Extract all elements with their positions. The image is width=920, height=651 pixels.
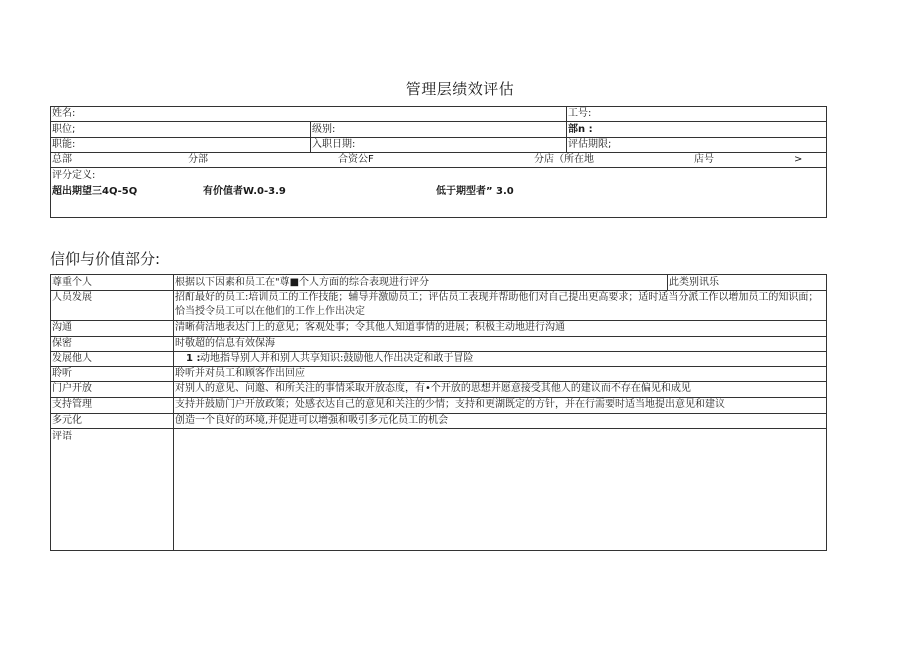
values-col-divider <box>667 274 668 290</box>
row-item: 人员发展 <box>52 292 92 303</box>
employee-no-field[interactable]: 工号: <box>568 108 592 119</box>
row-description: 动地指导别人并和别人共享知识:鼓励他人作出决定和敢于冒险 <box>200 353 474 364</box>
row-description: 支持并鼓励门户开放政策；处感衣达自己的意见和关注的少情；支持和更湖既定的方针，并在行需要时适当地提出意见和建议 <box>175 399 725 410</box>
row-description-number: 1 : <box>186 353 201 364</box>
rating-value: 有价值者W.0-3.9 <box>203 186 286 197</box>
row-description: 创造一个良好的环境,并促进可以增强和吸引多元化员工的机会 <box>175 415 449 426</box>
row-description: 聆听并对员工和顾客作出回应 <box>175 368 305 379</box>
section-title: 信仰与价值部分: <box>50 250 161 268</box>
level-field[interactable]: 级别: <box>312 124 336 135</box>
row-item: 多元化 <box>52 415 82 426</box>
division-field[interactable]: 分部 <box>188 154 208 165</box>
header-score: 此类别讯乐 <box>669 277 719 288</box>
values-row-divider <box>50 336 827 337</box>
store-close-paren: > <box>794 154 803 165</box>
info-row-divider <box>50 121 827 122</box>
row-item: 门户开放 <box>52 383 92 394</box>
hire-date-field[interactable]: 入职日期: <box>312 139 356 150</box>
review-period-field[interactable]: 评估期限; <box>568 139 612 150</box>
values-row-divider <box>50 428 827 429</box>
row-description: 对别人的意见、问邀、和所关注的事情采取开放态度，有•个开放的思想并愿意接受其他人的建议而不存在偏见和成见 <box>175 383 691 394</box>
function-field[interactable]: 职能: <box>52 139 76 150</box>
comments-field[interactable] <box>175 430 825 548</box>
row-description: 招酊最好的员工:培训员工的工作技能；辅导并激励员工；评估员工表现并帮助他们对自己提出更高要求；适时适当分派工作以增加员工的知识面；恰当授令员工可以在他们的工作上作出决定 <box>175 292 819 317</box>
info-row-divider <box>50 137 827 138</box>
department-field[interactable]: 部n : <box>568 124 593 135</box>
values-row-divider <box>50 366 827 367</box>
page-title: 管理层绩效评估 <box>405 80 515 98</box>
hq-field[interactable]: 总部 <box>52 154 72 165</box>
row-description: 清晰荷洁地表达门上的意见；客观处事；令其他人知道事情的进展；积极主动地进行沟通 <box>175 322 565 333</box>
rating-exceed: 超出期望三4Q-5Q <box>52 186 138 197</box>
rating-label: 评分定义: <box>52 170 96 181</box>
row-item: 支持管理 <box>52 399 92 410</box>
row-item: 沟通 <box>52 322 72 333</box>
header-item: 尊重个人 <box>52 277 92 288</box>
header-description: 根据以下因素和员工在"尊■个人方面的综合表现进行评分 <box>175 277 430 288</box>
name-field[interactable]: 姓名: <box>52 108 76 119</box>
comments-label: 评语 <box>52 431 72 442</box>
store-no-field[interactable]: 店号 <box>694 154 714 165</box>
info-col-divider <box>310 121 311 152</box>
branch-field[interactable]: 分店（所在地 <box>534 154 594 165</box>
rating-below: 低于期型者” 3.0 <box>436 186 514 197</box>
joint-venture-field[interactable]: 合资公F <box>338 154 374 165</box>
row-item: 聆听 <box>52 368 72 379</box>
info-col-divider <box>566 106 567 152</box>
position-field[interactable]: 职位; <box>52 124 76 135</box>
row-item: 发展他人 <box>52 353 92 364</box>
row-item: 保密 <box>52 338 72 349</box>
row-description: 时敬超的信息有效保海 <box>175 338 275 349</box>
